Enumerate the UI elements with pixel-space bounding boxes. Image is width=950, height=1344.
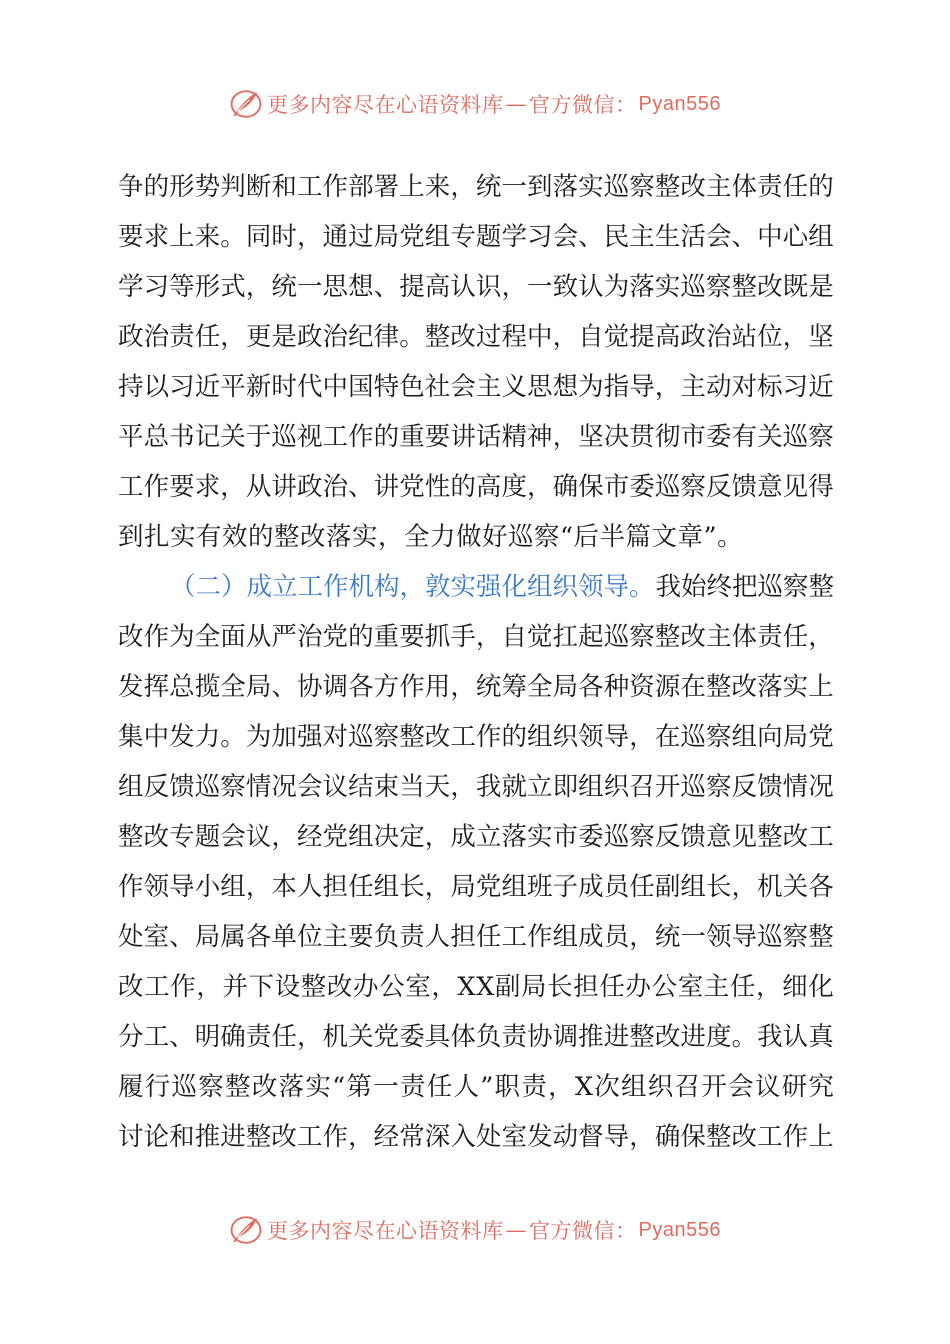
- text-line: 组 反 馈 巡 察 情 况 会 议 结 束 当 天 ， 我 就 立 即 组 织 召 开 巡 察 反 馈 情 况: [118, 772, 834, 802]
- watermark-separator: —: [505, 1218, 528, 1242]
- document-body: [118, 162, 834, 1162]
- footer-watermark: [0, 1210, 950, 1250]
- paragraph-1: [118, 162, 834, 562]
- watermark-wechat-id: Pyan556: [638, 1218, 721, 1241]
- text-line: 到扎实有效的整改落实，全力做好巡察“后半篇文章”。: [118, 522, 744, 552]
- header-watermark: [0, 84, 950, 124]
- text-line: 整 改 专 题 会 议 ， 经 党 组 决 定 ， 成 立 落 实 市 委 巡 察 反 馈 意 见 整 改 工: [118, 822, 834, 852]
- text-line: 处 室 、 局 属 各 单 位 主 要 负 责 人 担 任 工 作 组 成 员 ， 统 一 领 导 巡 察 整: [118, 922, 834, 952]
- text-line: 发 挥 总 揽 全 局 、 协 调 各 方 作 用 ， 统 筹 全 局 各 种 资 源 在 整 改 落 实 上: [118, 672, 834, 702]
- paragraph-2: [118, 562, 834, 1162]
- text-line: 争 的 形 势 判 断 和 工 作 部 署 上 来 ， 统 一 到 落 实 巡 察 整 改 主 体 责 任 的: [118, 172, 834, 202]
- watermark-wechat-id: Pyan556: [638, 92, 721, 115]
- text-line: 要 求 上 来 。 同 时 ， 通 过 局 党 组 专 题 学 习 会 、 民 主 生 活 会 、 中 心 组: [118, 222, 834, 252]
- watermark-wechat-label: 官方微信：: [529, 93, 637, 117]
- text-line: 工 作 要 求 ， 从 讲 政 治 、 讲 党 性 的 高 度 ， 确 保 市 委 巡 察 反 馈 意 见 得: [118, 472, 834, 502]
- paragraph-2-first-line: [118, 562, 834, 612]
- section-heading-continuation: 我始终把巡察整: [655, 572, 834, 602]
- watermark-separator: —: [505, 92, 528, 116]
- text-line: 作 领 导 小 组 ， 本 人 担 任 组 长 ， 局 党 组 班 子 成 员 任 副 组 长 ， 机 关 各: [118, 872, 834, 902]
- section-heading: （二）成立工作机构，敦实强化组织领导。: [170, 572, 655, 602]
- text-line: 履 行 巡 察 整 改 落 实 “ 第 一 责 任 人 ” 职 责 ， X 次 组 织 召 开 会 议 研 究: [118, 1072, 834, 1102]
- text-line: 改 作 为 全 面 从 严 治 党 的 重 要 抓 手 ， 自 觉 扛 起 巡 察 整 改 主 体 责 任 ，: [118, 622, 834, 652]
- text-line: 政 治 责 任 ， 更 是 政 治 纪 律 。 整 改 过 程 中 ， 自 觉 提 高 政 治 站 位 ， 坚: [118, 322, 834, 352]
- text-line: 平 总 书 记 关 于 巡 视 工 作 的 重 要 讲 话 精 神 ， 坚 决 贯 彻 市 委 有 关 巡 察: [118, 422, 834, 452]
- watermark-brand-text: 更多内容尽在心语资料库: [267, 93, 504, 117]
- quill-pen-icon: [229, 87, 263, 121]
- text-line: 集 中 发 力 。 为 加 强 对 巡 察 整 改 工 作 的 组 织 领 导 ， 在 巡 察 组 向 局 党: [118, 722, 834, 752]
- text-line: 学 习 等 形 式 ， 统 一 思 想 、 提 高 认 识 ， 一 致 认 为 落 实 巡 察 整 改 既 是: [118, 272, 834, 302]
- watermark-brand-text: 更多内容尽在心语资料库: [267, 1219, 504, 1243]
- text-line: 分 工 、 明 确 责 任 ， 机 关 党 委 具 体 负 责 协 调 推 进 整 改 进 度 。 我 认 真: [118, 1022, 834, 1052]
- text-line: 讨 论 和 推 进 整 改 工 作 ， 经 常 深 入 处 室 发 动 督 导 ， 确 保 整 改 工 作 上: [118, 1122, 834, 1152]
- text-line: 改 工 作 ， 并 下 设 整 改 办 公 室 ， X X 副 局 长 担 任 办 公 室 主 任 ， 细 化: [118, 972, 834, 1002]
- text-line: 持 以 习 近 平 新 时 代 中 国 特 色 社 会 主 义 思 想 为 指 导 ， 主 动 对 标 习 近: [118, 372, 834, 402]
- quill-pen-icon: [229, 1213, 263, 1247]
- watermark-wechat-label: 官方微信：: [529, 1219, 637, 1243]
